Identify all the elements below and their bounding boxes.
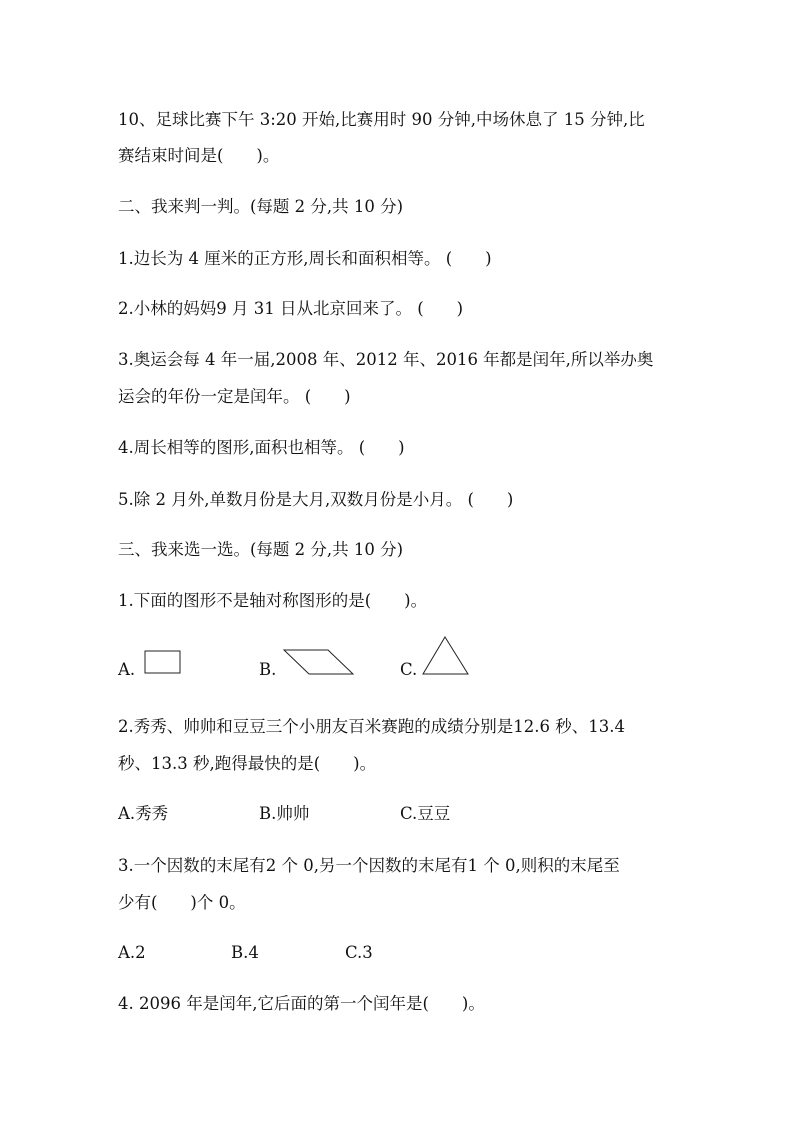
parallelogram-shape (282, 649, 356, 677)
choice-q3-option-a: A.2 (118, 943, 146, 962)
judge-item-1: 1.边长为 4 厘米的正方形,周长和面积相等。 ( ) (118, 249, 492, 268)
judge-item-3-line-2: 运会的年份一定是闰年。 ( ) (118, 387, 351, 406)
choice-q2-line-1: 2.秀秀、帅帅和豆豆三个小朋友百米赛跑的成绩分别是12.6 秒、13.4 (118, 717, 625, 736)
choice-q1-option-a-label: A. (118, 660, 136, 679)
choice-q1-text: 1.下面的图形不是轴对称图形的是( )。 (118, 591, 428, 610)
judge-item-4: 4.周长相等的图形,面积也相等。 ( ) (118, 438, 405, 457)
choice-q3-line-1: 3.一个因数的末尾有2 个 0,另一个因数的末尾有1 个 0,则积的末尾至 (118, 856, 620, 875)
question-10-line-2: 赛结束时间是( )。 (118, 146, 280, 165)
choice-q2-line-2: 秒、13.3 秒,跑得最快的是( )。 (118, 754, 377, 773)
choice-q2-option-c: C.豆豆 (400, 804, 451, 823)
triangle-shape (422, 636, 470, 678)
section-2-title: 二、我来判一判。(每题 2 分,共 10 分) (118, 197, 404, 216)
choice-q2-option-a: A.秀秀 (118, 804, 169, 823)
section-3-title: 三、我来选一选。(每题 2 分,共 10 分) (118, 540, 404, 559)
rectangle-shape (144, 650, 182, 676)
choice-q1-option-b-label: B. (259, 660, 277, 679)
judge-item-5: 5.除 2 月外,单数月份是大月,双数月份是小月。 ( ) (118, 490, 514, 509)
judge-item-3-line-1: 3.奥运会每 4 年一届,2008 年、2012 年、2016 年都是闰年,所以举办奥 (118, 350, 654, 369)
question-10-line-1: 10、足球比赛下午 3:20 开始,比赛用时 90 分钟,中场休息了 15 分钟,比 (118, 110, 645, 129)
choice-q3-option-b: B.4 (231, 943, 259, 962)
choice-q3-line-2: 少有( )个 0。 (118, 893, 246, 912)
choice-q2-option-b: B.帅帅 (259, 804, 310, 823)
choice-q4-text: 4. 2096 年是闰年,它后面的第一个闰年是( )。 (118, 994, 485, 1013)
choice-q3-option-c: C.3 (345, 943, 373, 962)
judge-item-2: 2.小林的妈妈9 月 31 日从北京回来了。 ( ) (118, 299, 464, 318)
choice-q1-option-c-label: C. (400, 660, 418, 679)
